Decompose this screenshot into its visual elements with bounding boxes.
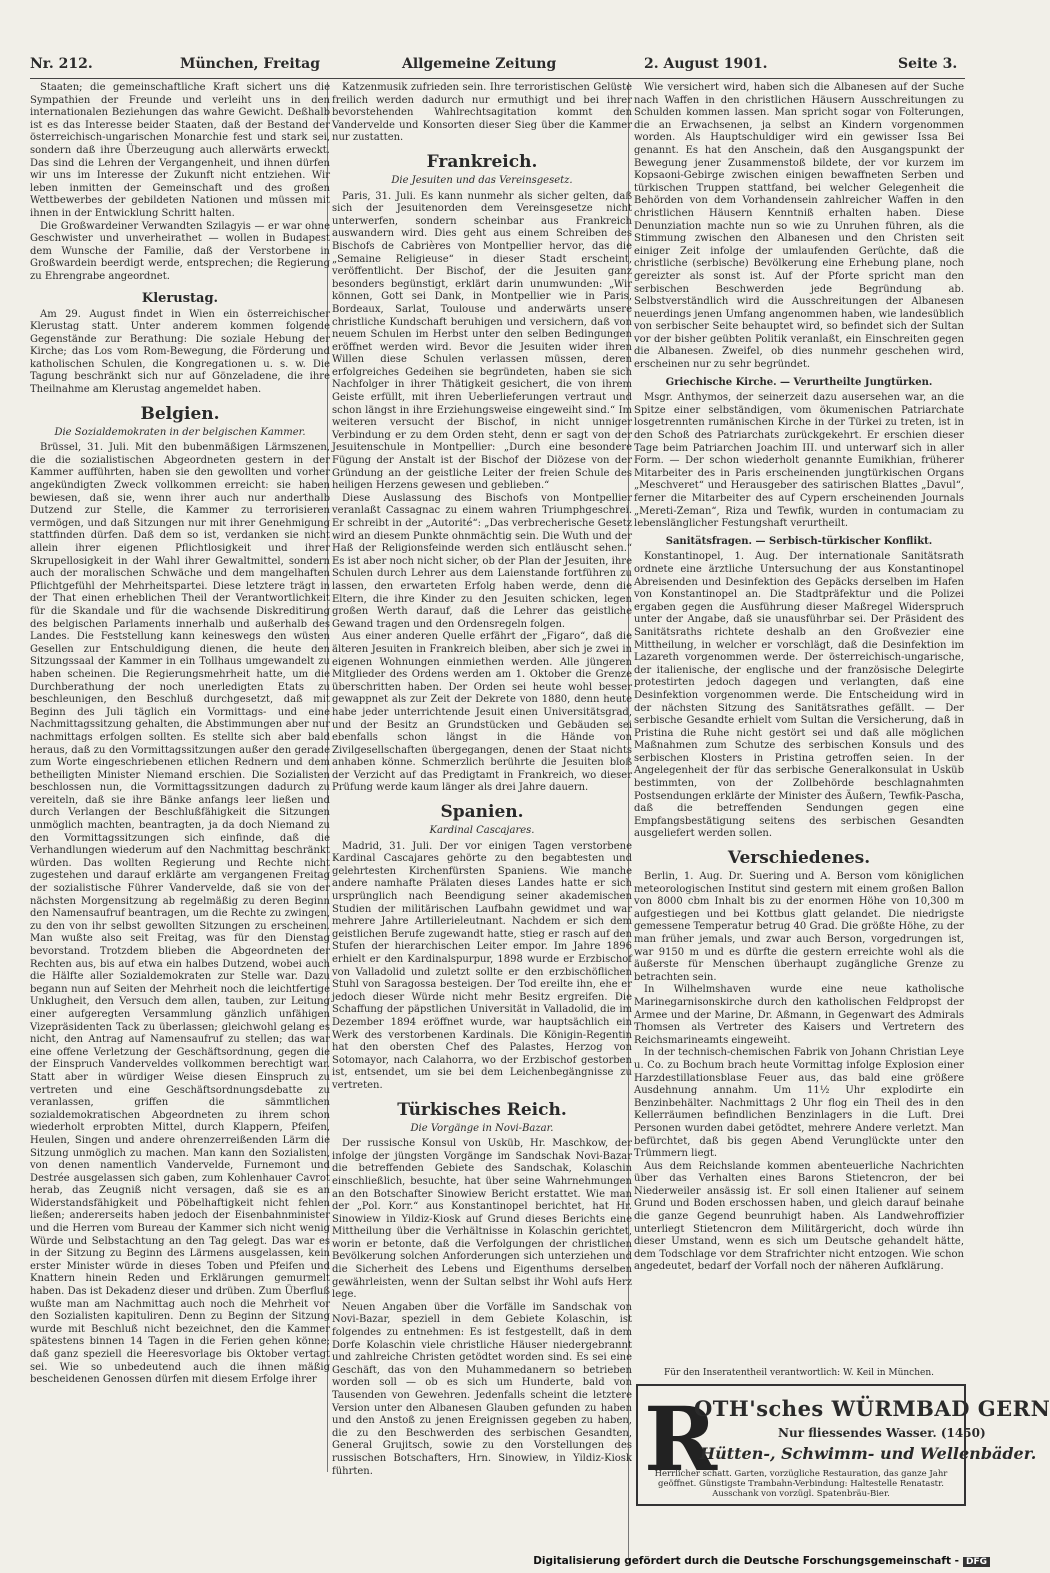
ad-details: Herrlicher schatt. Garten, vorzügliche Restauration, das ganze Jahr geöffnet. Günstigste Trambahn-Verbindung: Haltestelle Renatastr. Ausschank von vorzügl. Spatenbräu-Bier. xyxy=(654,1469,948,1499)
masthead: Allgemeine Zeitung xyxy=(402,56,557,72)
column-3 xyxy=(634,82,964,1362)
paragraph: Msgr. Anthymos, der seinerzeit dazu ausersehen war, an die Spitze einer selbständigen, vom ökumenischen Patriarchate losgetrennten rumänischen Kirche in der Türkei zu treten, ist in den Schoß des Patriarchats zurückgekehrt. Er erschien dieser Tage beim Patriarchen Joachim III. und unterwarf sich in aller Form. — Der schon wiederholt genannte Eumikhian, früherer Mitarbeiter des in Paris erscheinenden jungtürkischen Organs „Meschveret“ und Herausgeber des satirischen Blattes „Davul“, ferner die Mitarbeiter des auf Cypern erscheinenden Journals „Mereti-Zeman“, Riza und Tewfik, wurden in contumaciam zu lebenslänglicher Festungshaft verurtheilt. xyxy=(634,392,964,530)
paragraph: Aus einer anderen Quelle erfährt der „Figaro“, daß die älteren Jesuiten in Frankreich bleiben, aber sich je zwei in eigenen Wohnungen einmiethen werden. Alle jüngeren Mitglieder des Ordens werden am 1. Oktober die Grenze überschritten haben. Der Orden sei heute wohl besser gewappnet als zur Zeit der Dekrete von 1880, denn heute habe jeder unterrichtende Jesuit einen Universitätsgrad, und der Besitz an Grundstücken und Gebäuden sei ebenfalls schon längst in die Hände von Zivilgesellschaften übergegangen, denen der Staat nichts anhaben könne. Schmerzlich berührte die Jesuiten bloß der Verzicht auf das Predigtamt in Frankreich, wo dieser Prüfung werde kaum länger als drei Jahre dauern. xyxy=(332,631,632,794)
paragraph: Brüssel, 31. Juli. Mit den bubenmäßigen Lärmszenen, die die sozialistischen Abgeordneten gestern in der Kammer aufführten, haben sie den gewollten und vorher angekündigten Zweck vollkommen erreicht: sie haben bewiesen, daß sie, wenn ihrer auch nur anderthalb Dutzend zur Stelle, die Kammer zu terrorisieren vermögen, und daß Sitzungen nur mit ihrer Genehmigung stattfinden dürfen. Daß dem so ist, verdanken sie nicht allein ihrer eigenen Pflichtlosigkeit und ihrer Skrupellosigkeit in der Wahl ihrer Gewaltmittel, sondern auch der moralischen Schwäche und dem mangelhaften Pflichtgefühl der Mehrheitspartei. Diese letztere trägt in der That einen erheblichen Theil der Verantwortlichkeit für die Skandale und für die wachsende Diskreditirung des belgischen Parlaments innerhalb und außerhalb des Landes. Die Feststellung kann keineswegs den wüsten Gesellen zur Entschuldigung dienen, die heute den Sitzungssaal der Kammer in ein Tollhaus umgewandelt zu haben scheinen. Die Regierungsmehrheit hatte, um die Durchberathung der noch unerledigten Etats zu beschleunigen, den Beschluß durchgesetzt, daß mit Beginn des Juli täglich ein Vormittags- und eine Nachmittagssitzung gehalten, die Abstimmungen aber nur nachmittags erfolgen sollten. Es stellte sich aber bald heraus, daß zu den Vormittagssitzungen außer den gerade zum Worte eingeschriebenen etlichen Rednern und dem betheiligten Minister Niemand erschien. Die Sozialisten beschlossen nun, die Vormittagssitzungen dadurch zu vereiteln, daß sie ihre Bänke anfangs leer ließen und durch Verlangen der Beschlußfähigkeit die Sitzungen unmöglich machten, beantragten, ja da doch Niemand zu den Vormittagssitzungen sich einfinde, daß die Verhandlungen wiederum auf den Nachmittag beschränkt würden. Das wollten Regierung und Rechte nicht zugestehen und darauf erklärte am vergangenen Freitag der sozialistische Führer Vandervelde, daß sie von der nächsten Morgensitzung ab regelmäßig zu deren Beginn den Namensaufruf beantragen, um die Rechte zu zwingen, zu den von ihr selbst gewollten Sitzungen zu erscheinen. Man wußte also seit Freitag, was für den Dienstag bevorstand. Trotzdem blieben die Abgeordneten der Rechten aus, bis auf etwa ein halbes Dutzend, wobei auch die Hälfte aller Sozialdemokraten zur Stelle war. Dazu begann nun auf Seiten der Mehrheit noch die leichtfertige Unklugheit, den Versuch dem allen, tauben, zur Leitung einer aufgeregten Versammlung gänzlich unfähigen Vizepräsidenten Tack zu überlassen; gleichwohl gelang es nicht, den Antrag auf Namensaufruf zu stellen; das war eine offene Verletzung der Geschäftsordnung, gegen die der Einspruch Vanderveldes vollkommen berechtigt war. Statt aber in würdiger Weise diesen Einspruch zu vertreten und eine Geschäftsordnungsdebatte zu veranlassen, griffen die sämmtlichen sozialdemokratischen Abgeordneten zu ihrem schon wiederholt erprobten Mittel, durch Klappern, Pfeifen, Heulen, Singen und andere ohrenzerreißenden Lärm die Sitzung unmöglich zu machen. Man kann den Sozialisten, von denen namentlich Vandervelde, Furnemont und Destrée ausgelassen sich gaben, zum Kohlenhauer Cavrot herab, das Zeugniß nicht versagen, daß sie es an Widerstandsfähigkeit und Pöbelhaftigkeit nicht fehlen ließen; andererseits haben jedoch der Eisenbahnminister und die Herren vom Bureau der Kammer sich nicht wenig Würde und Selbstachtung an den Tag gelegt. Das war es in der Sitzung zu Beginn des Lärmens ausgelassen, kein erster Minister würde in dieses Toben und Pfeifen und Knattern hinein Reden und Erklärungen gemurmelt haben. Das ist Dekadenz dieser und drüben. Zum Überfluß wußte man am Nachmittag auch noch die Mehrheit vor den Sozialisten kapituliren. Denn zu Beginn der Sitzung wurde mit Beschluß nicht bezeichnet, den die Kammer spätestens binnen 14 Tagen in die Ferien gehen könne; daß ganz speziell die Heeresvorlage bis Oktober vertagt sei. Wie so unbedeutend auch die ihnen mäßig bescheidenen Genossen dürfen mit diesem Erfolge ihrer xyxy=(30,442,330,1386)
dfg-logo: DFG xyxy=(963,1557,990,1567)
paragraph: Die Großwardeiner Verwandten Szilagyis — er war ohne Geschwister und unverheirathet — wollen in Budapest dem Wunsche der Familie, daß der Verstorbene in Großwardein beerdigt werde, entsprechen; die Regierung zu Ehrengrabe angeordnet. xyxy=(30,220,330,282)
section-title: Spanien. xyxy=(440,802,524,823)
section-title: Frankreich. xyxy=(426,151,538,172)
city-day: München, Freitag xyxy=(180,56,321,72)
paragraph: Wie versichert wird, haben sich die Albanesen auf der Suche nach Waffen in den christlichen Häusern Ausschreitungen zu Schulden kommen lassen. Man spricht sogar von Folterungen, die an Erwachsenen, ja selbst an Kindern vorgenommen worden. Als Hauptschuldiger wird ein gewisser Issa Bei genannt. Es hat den Anschein, daß den Ausgangspunkt der Bewegung jener Zusammenstoß bildete, der vor kurzem im Kopsaoni-Gebirge zwischen einigen bewaffneten Serben und türkischen Truppen stattfand, bei welcher Gelegenheit die Behörden von dem Vorhandensein zahlreicher Waffen in den christlichen Häusern Kenntniß erhalten haben. Diese Denunziation machte nun so wie zu Unruhen führen, als die Stimmung zwischen den Albanesen und den Christen seit einiger Zeit infolge der umlaufenden Gerüchte, daß die christliche (serbische) Bevölkerung eine Erhebung plane, noch gereizter als sonst ist. Auf der Pforte spricht man den serbischen Beschwerden jede Begründung ab. Selbstverständlich wird die Ausschreitungen der Albanesen neuerdings jenen Umfang angenommen haben, wie landesüblich von serbischer Seite behauptet wird, so befindet sich der Sultan vor der bisher geübten Politik veranlaßt, ein Einschreiten gegen die Albanesen. Zweifel, ob dies nunmehr geschehen wird, erscheinen nur zu sehr begründet. xyxy=(634,82,964,371)
paragraph: In der technisch-chemischen Fabrik von Johann Christian Leye u. Co. zu Bochum brach heute Vormittag infolge Explosion einer Harzdestillationsblase Feuer aus, das bald eine größere Ausdehnung annahm. Um 11½ Uhr explodirte ein Benzinbehälter. Nachmittags 2 Uhr flog ein Theil des in den Kellerräumen befindlichen Benzinlagers in die Luft. Drei Personen wurden dabei getödtet, mehrere Andere verletzt. Man befürchtet, daß bis gegen Abend Verunglückte unter den Trümmern liegt. xyxy=(634,1047,964,1160)
ad-title: OTH'sches WÜRMBAD GERN xyxy=(694,1396,1050,1421)
paragraph: Aus dem Reichslande kommen abenteuerliche Nachrichten über das Verhalten eines Barons Stietencron, der bei Niederweiler ansässig ist. Er soll einen Italiener auf seinem Grund und Boden erschossen haben, und gleich darauf beinahe die ganze Gegend beunruhigt haben. Als Landwehroffizier unterliegt Stietencron dem Militärgericht, doch würde ihn dieser Umstand, wenn es sich um Deutsche gehandelt hätte, dem Todschlage vor dem Strafrichter nicht entzogen. Wie schon angedeutet, bedarf der Vorfall noch der näheren Aufklärung. xyxy=(634,1160,964,1273)
section-subtitle: Griechische Kirche. — Verurtheilte Jungtürken. xyxy=(665,376,933,388)
paragraph: Madrid, 31. Juli. Der vor einigen Tagen verstorbene Kardinal Cascajares gehörte zu den begabtesten und gelehrtesten Kirchenfürsten Spaniens. Wie manche andere namhafte Prälaten dieses Landes hatte er sich ursprünglich nach Beendigung seiner akademischen Studien der militärischen Laufbahn gewidmet und war mehrere Jahre Artillerieleutnant. Nachdem er sich dem geistlichen Berufe zugewandt hatte, stieg er rasch auf den Stufen der hierarchischen Leiter empor. Im Jahre 1896 erhielt er den Kardinalspurpur, 1898 wurde er Erzbischof von Valladolid und zuletzt sollte er den erzbischöflichen Stuhl von Saragossa besteigen. Der Tod ereilte ihn, ehe er jedoch dieser Würde nicht mehr Besitz ergreifen. Die Schaffung der päpstlichen Universität in Valladolid, die im Dezember 1894 eröffnet wurde, war hauptsächlich ein Werk des verstorbenen Kardinals. Die Königin-Regentin hat den obersten Chef des Palastes, Herzog von Sotomayor, nach Calahorra, wo der Erzbischof gestorben ist, entsendet, um sie bei dem Leichenbegängnisse zu vertreten. xyxy=(332,840,632,1091)
paragraph: Berlin, 1. Aug. Dr. Suering und A. Berson vom königlichen meteorologischen Institut sind gestern mit einem großen Ballon von 8000 cbm Inhalt bis zu der enormen Höhe von 10,300 m aufgestiegen und bei Kottbus glatt gelandet. Die niedrigste gemessene Temperatur betrug 40 Grad. Die größte Höhe, zu der man früher jemals, und zwar auch Berson, vorgedrungen ist, war 9150 m und es dürfte die gestern erreichte wohl als die äußerste für Menschen überhaupt zugängliche Grenze zu betrachten sein. xyxy=(634,871,964,983)
ad-line: Hütten-, Schwimm- und Wellenbäder. xyxy=(700,1444,1037,1463)
paragraph: Staaten; die gemeinschaftliche Kraft sichert uns die Sympathien der Freunde und verleiht uns in den internationalen Beziehungen das wahre Gewicht. Deßhalb ist es das Interesse beider Staaten, daß der Bestand der österreichisch-ungarischen Monarchie fest und stark sei, sondern daß ihre Überzeugung auch allerwärts erweckt. Das sind die Lehren der Vergangenheit, und ihnen dürfen wir uns im Interesse der Zukunft nicht entziehen. Wir leben inmitten der Gemeinschaft und des großen Wettbewerbes der gebildeten Nationen und müssen mit ihnen in der Entwicklung Schritt halten. xyxy=(30,82,330,219)
page-header xyxy=(30,56,965,76)
ad-line: Nur fliessendes Wasser. (1450) xyxy=(778,1426,986,1440)
section-title: Belgien. xyxy=(140,403,220,424)
ad-initial: R xyxy=(644,1387,718,1491)
advertisement xyxy=(636,1384,1050,1506)
paragraph: Der russische Konsul von Usküb, Hr. Maschkow, der infolge der jüngsten Vorgänge im Sandschak Novi-Bazar die betreffenden Gebiete des Sandschak, Kolaschin einschließlich, besuchte, hat über seine Wahrnehmungen an den Botschafter Sinowiew Bericht erstattet. Wie man der „Pol. Korr.“ aus Konstantinopel berichtet, hat Hr. Sinowiew in Yildiz-Kiosk auf Grund dieses Berichts eine Mittheilung über die Verhältnisse in Kolaschin gerichtet, worin er betonte, daß die Verfolgungen der christlichen Bevölkerung solchen Anforderungen sich unterziehen und die Sicherheit des Lebens und Eigenthums derselben gewährleisten, wenn der Sultan selbst ihr Wohl aufs Herz lege. xyxy=(332,1138,632,1301)
header-rule xyxy=(30,78,965,79)
page-number: Seite 3. xyxy=(898,56,958,72)
paragraph: Katzenmusik zufrieden sein. Ihre terroristischen Gelüste freilich werden dadurch nur ermuthigt und bei ihrer bevorstehenden Wahlrechtsagitation kommt den Vandervelde und Konsorten dieser Sieg über die Kammer nur zustatten. xyxy=(332,82,632,144)
section-subtitle: Sanitätsfragen. — Serbisch-türkischer Konflikt. xyxy=(665,535,933,547)
section-title: Türkisches Reich. xyxy=(397,1099,567,1120)
section-subtitle: Kardinal Cascajares. xyxy=(429,825,535,837)
paragraph: Paris, 31. Juli. Es kann nunmehr als sicher gelten, daß sich der Jesuitenorden dem Vereinsgesetze nicht unterwerfen, sondern scheinbar aus Frankreich auswandern wird. Dies geht aus einem Schreiben des Bischofs de Cabrières von Montpellier hervor, das die „Semaine Religieuse“ in dieser Stadt erscheint, veröffentlicht. Der Bischof, der die Jesuiten ganz besonders begünstigt, erklärt darin unumwunden: „Wir können, Gott sei Dank, in Montpellier wie in Paris, Bordeaux, Sarlat, Toulouse und anderwärts unsere christliche Kundschaft beruhigen und versichern, daß von neuem Schulen im Herbst unter den selben Bedingungen eröffnet werden wird. Bevor die Jesuiten wider ihren Willen diese Schulen verlassen müssen, deren erfolgreiches Gedeihen sie begründeten, haben sie sich Nachfolger in ihrer Thätigkeit gesichert, die von ihrem Geiste erfüllt, mit ihren Ueberlieferungen vertraut und schon längst in ihre Erziehungsweise eingeweiht sind.“ Im weiteren versucht der Bischof, in nicht unniger Verbindung er zu dem Orden steht, denn er sagt von der Jesuitenschule in Montpellier: „Durch eine besondere Fügung der Anstalt ist der Bischof der Diözese von der Gründung an der geistliche Leiter der freien Schule des heiligen Herzens gewesen und geblieben.“ xyxy=(332,190,632,492)
paragraph: In Wilhelmshaven wurde eine neue katholische Marinegarnisonskirche durch den katholischen Feldpropst der Armee und der Marine, Dr. Aßmann, in Gegenwart des Admirals Thomsen als Vertreter des Kaisers und Vertretern des Reichsmarineamts eingeweiht. xyxy=(634,984,964,1046)
section-subtitle: Die Jesuiten und das Vereinsgesetz. xyxy=(391,174,573,186)
column-1 xyxy=(30,82,330,1560)
issue-number: Nr. 212. xyxy=(30,56,93,72)
section-title: Klerustag. xyxy=(141,290,219,306)
paragraph: Am 29. August findet in Wien ein österreichischer Klerustag statt. Unter anderem kommen folgende Gegenstände zur Berathung: Die soziale Hebung der Kirche; das Los vom Rom-Bewegung, die Förderung und katholischen Schulen, die Kongregationen u. s. w. Die Tagung beschränkt sich nur auf Gönzeladene, die ihre Theilnahme am Klerustag angemeldet haben. xyxy=(30,308,330,396)
imprint-line: Für den Inseratentheil verantwortlich: W. Keil in München. xyxy=(663,1368,935,1378)
paragraph: Neuen Angaben über die Vorfälle im Sandschak von Novi-Bazar, speziell in dem Gebiete Kolaschin, ist folgendes zu entnehmen: Es ist festgestellt, daß in dem Dorfe Kolaschin viele christliche Häuser niedergebrannt und zahlreiche Christen getödtet worden sind. Es sei eine Geschäft, das von den Muhammedanern so betrieben worden soll — ob es sich um Hunderte, bald von Tausenden von Gewehren. Jedenfalls scheint die letztere Version unter den Albanesen Glauben gefunden zu haben und den Anstoß zu jenen Ereignissen gegeben zu haben, die zu den Beschwerden des serbischen Gesandten, General Grujitsch, sowie zu den Vorstellungen des russischen Botschafters, Hrn. Sinowiew, in Yildiz-Kiosk führten. xyxy=(332,1301,632,1477)
footer-text: Digitalisierung gefördert durch die Deutsche Forschungsgemeinschaft - xyxy=(533,1555,959,1567)
paragraph: Diese Auslassung des Bischofs von Montpellier veranlaßt Cassagnac zu einem wahren Triumphgeschrei. Er schreibt in der „Autorité“: „Das verbrecherische Gesetz wird an diesem Punkte ohnmächtig sein. Die Wuth und der Haß der Religionsfeinde werden sich entläuscht sehen.“ Es ist aber noch nicht sicher, ob der Plan der Jesuiten, ihre Schulen durch Lehrer aus dem Laienstande fortführen zu lassen, den erwarteten Erfolg haben werde, denn die Eltern, die ihre Kinder zu den Jesuiten schicken, legen großen Werth darauf, daß die Lehrer das geistliche Gewand tragen und den Ordensregeln folgen. xyxy=(332,492,632,630)
column-2 xyxy=(332,82,632,1560)
section-subtitle: Die Sozialdemokraten in der belgischen Kammer. xyxy=(54,426,306,438)
section-subtitle: Die Vorgänge in Novi-Bazar. xyxy=(410,1122,554,1134)
section-title: Verschiedenes. xyxy=(727,848,871,869)
paragraph: Konstantinopel, 1. Aug. Der internationale Sanitätsrath ordnete eine ärztliche Untersuchung der aus Konstantinopel Abreisenden und Desinfektion des Gepäcks derselben im Hafen von Konstantinopel an. Die Stadtpräfektur und die Polizei ergaben gegen die Ausführung dieser Maßregel Widerspruch unter der Angabe, daß sie unausführbar sei. Der Präsident des Sanitätsraths richtete deshalb an den Großvezier eine Mittheilung, in welcher er vorschlägt, daß die Desinfektion im Lazareth vorgenommen werde. Der österreichisch-ungarische, der italienische, der englische und der französische Delegirte protestirten jedoch dagegen und verlangten, daß eine Desinfektion vorgenommen werde. Die Entscheidung wird in der nächsten Sitzung des Sanitätsrathes gefällt. — Der serbische Gesandte erhielt vom Sultan die Versicherung, daß in Pristina die Ruhe nicht gestört sei und daß alle möglichen Maßnahmen zum Schutze des serbischen Konsuls und des serbischen Klosters in Pristina getroffen seien. In der Angelegenheit der für das serbische Generalkonsulat in Usküb bestimmten, von der Zollbehörde beschlagnahmten Postsendungen erklärte der Minister des Äußern, Tewfik-Pascha, daß die betreffenden Sendungen gegen eine Empfangsbestätigung seitens des serbischen Gesandten ausgeliefert werden sollen. xyxy=(634,551,964,840)
digitization-footer xyxy=(533,1555,990,1567)
issue-date: 2. August 1901. xyxy=(644,56,768,72)
